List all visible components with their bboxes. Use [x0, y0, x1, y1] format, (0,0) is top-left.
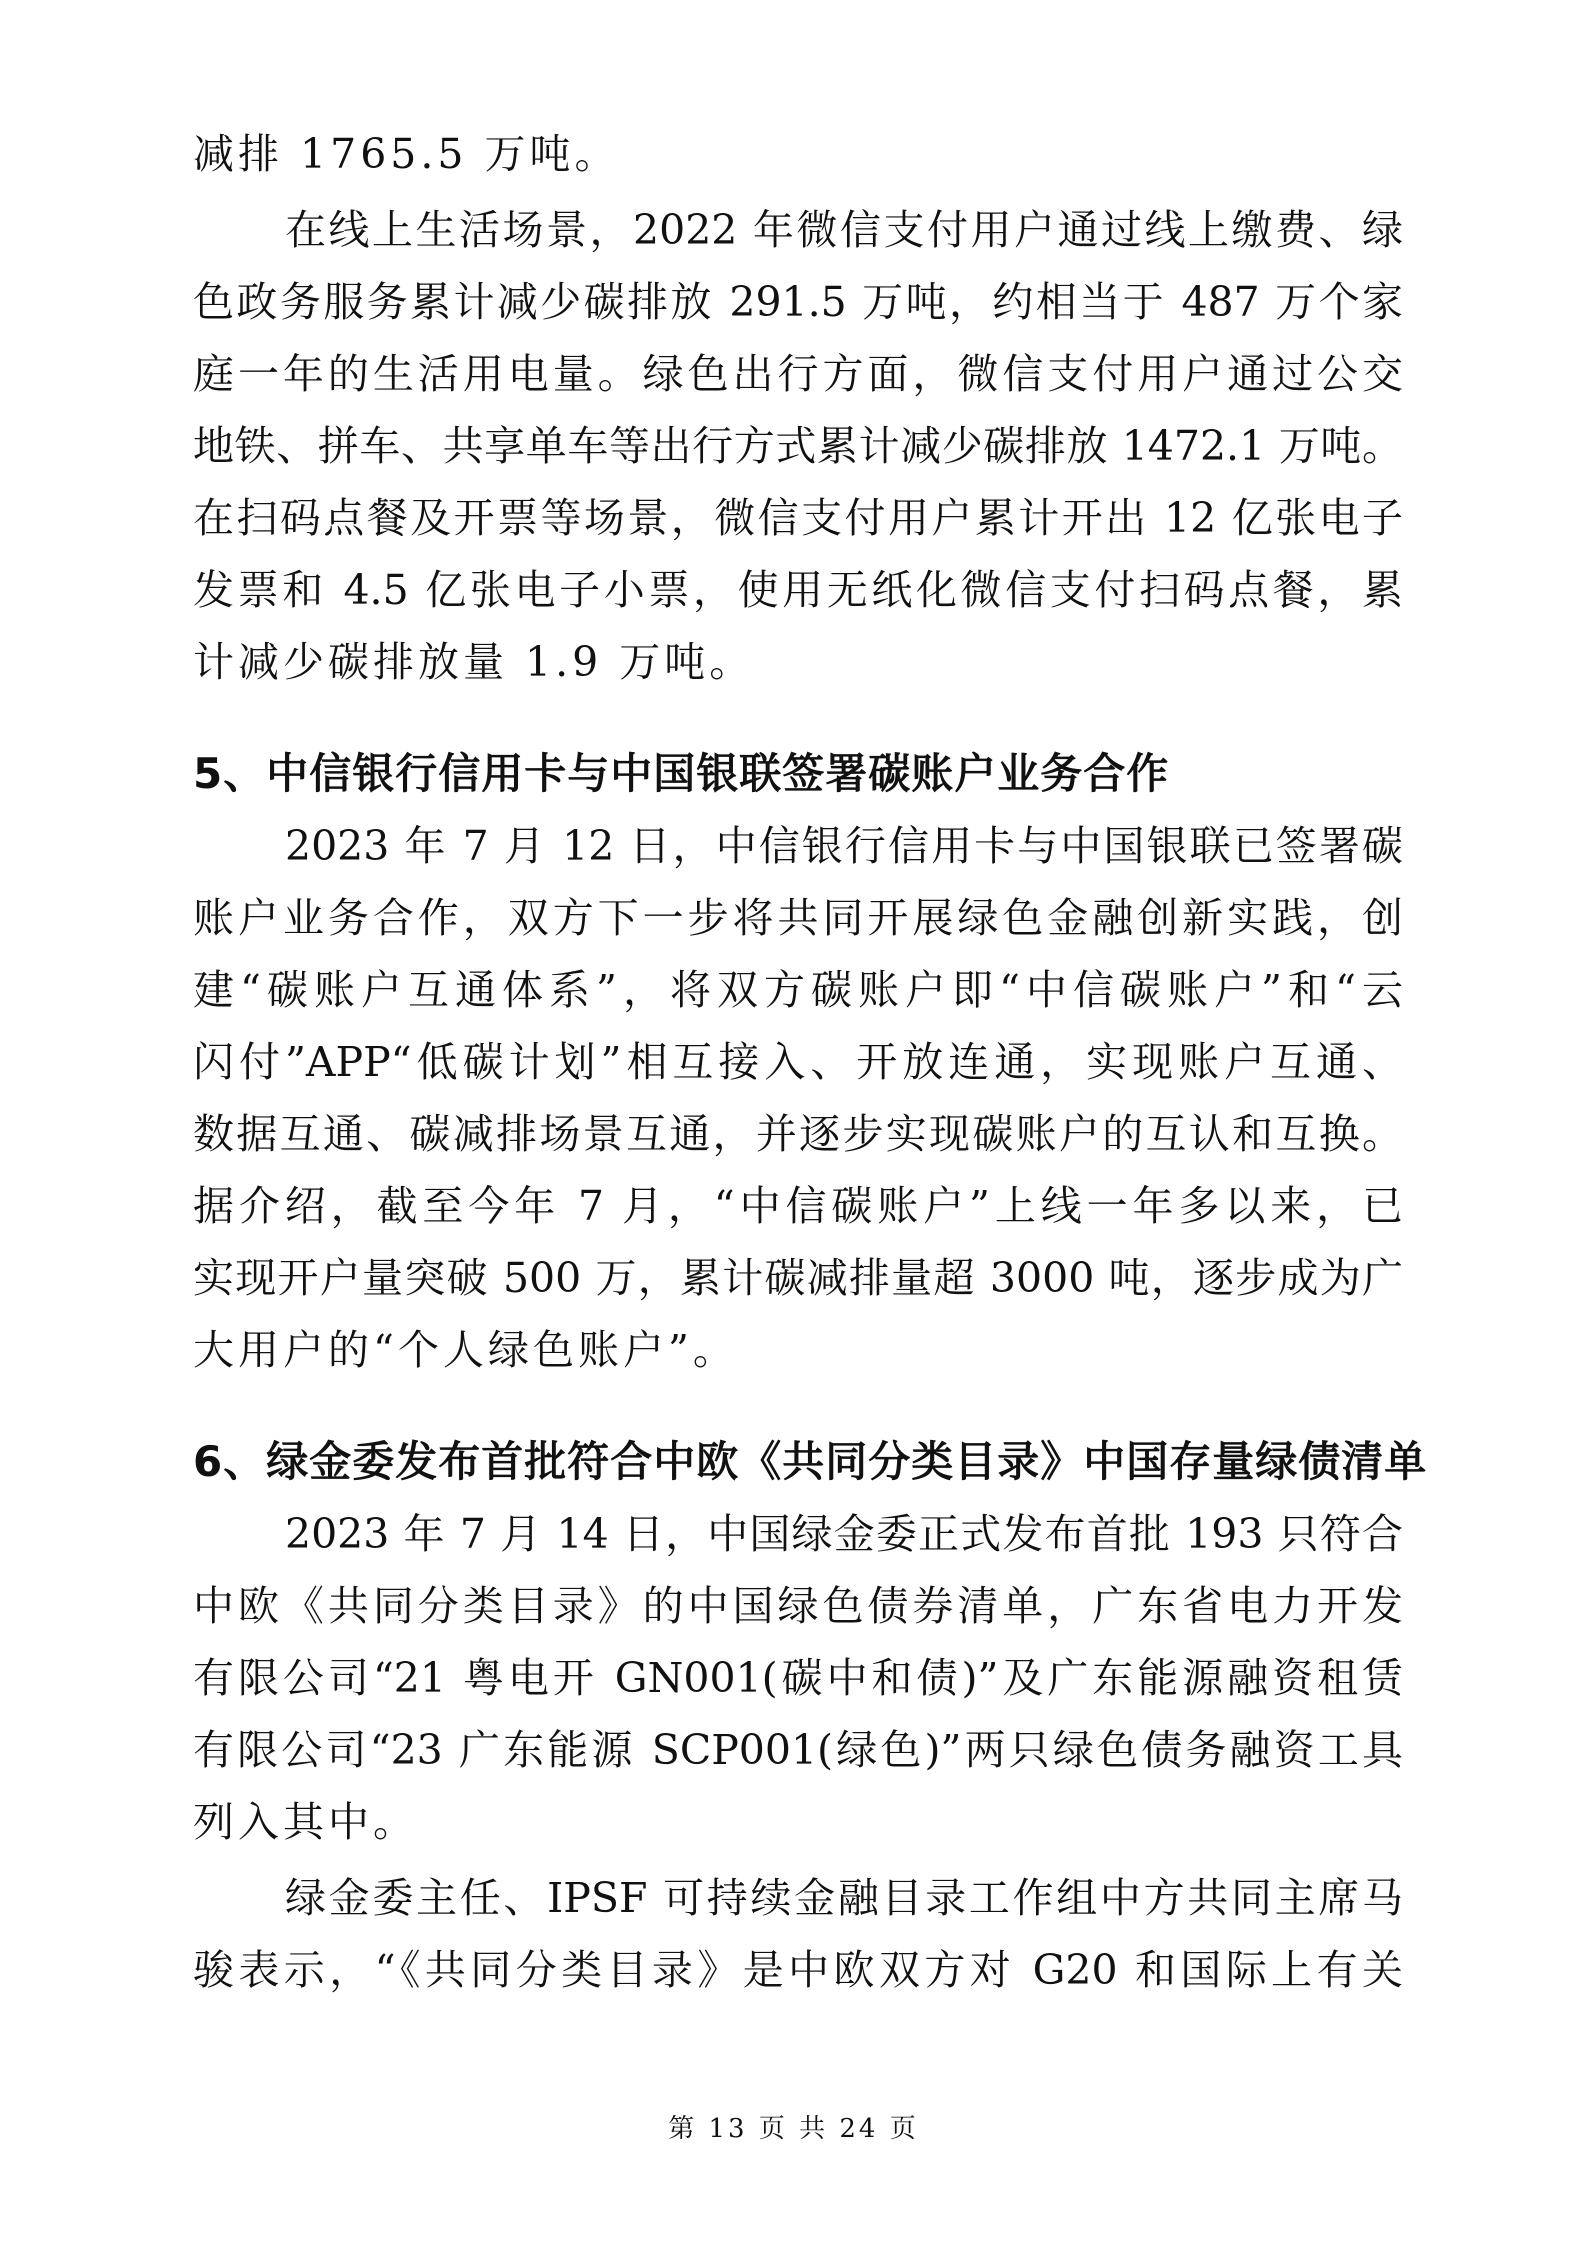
text-line: 中欧《共同分类目录》的中国绿色债券清单，广东省电力开发 [193, 1582, 1403, 1630]
text-line: 地铁、拼车、共享单车等出行方式累计减少碳排放 1472.1 万吨。 [193, 422, 1403, 470]
text-line: 数据互通、碳减排场景互通，并逐步实现碳账户的互认和互换。 [193, 1110, 1403, 1158]
text-line: 计减少碳排放量 1.9 万吨。 [193, 638, 755, 686]
document-body [193, 118, 1428, 2006]
text-line: 闪付”APP“低碳计划”相互接入、开放连通，实现账户互通、 [193, 1038, 1403, 1086]
page-number-footer: 第 13 页 共 24 页 [668, 2114, 919, 2144]
text-line: 有限公司“21 粤电开 GN001(碳中和债)”及广东能源融资租赁 [193, 1654, 1403, 1702]
text-line: 大用户的“个人绿色账户”。 [193, 1326, 738, 1374]
text-line: 减排 1765.5 万吨。 [193, 130, 620, 178]
text-line: 色政务服务累计减少碳排放 291.5 万吨，约相当于 487 万个家 [193, 278, 1403, 326]
text-line: 账户业务合作，双方下一步将共同开展绿色金融创新实践，创 [193, 894, 1403, 942]
text-line: 在线上生活场景，2022 年微信支付用户通过线上缴费、绿 [285, 206, 1403, 254]
section-heading-6: 6、绿金委发布首批符合中欧《共同分类目录》中国存量绿债清单 [193, 1437, 1428, 1486]
text-line: 发票和 4.5 亿张电子小票，使用无纸化微信支付扫码点餐，累 [193, 566, 1403, 614]
text-line: 骏表示，“《共同分类目录》是中欧双方对 G20 和国际上有关 [193, 1946, 1403, 1994]
text-line: 列入其中。 [193, 1798, 418, 1846]
text-line: 在扫码点餐及开票等场景，微信支付用户累计开出 12 亿张电子 [193, 494, 1403, 542]
text-line: 2023 年 7 月 12 日，中信银行信用卡与中国银联已签署碳 [285, 822, 1403, 870]
text-line: 建“碳账户互通体系”，将双方碳账户即“中信碳账户”和“云 [193, 966, 1403, 1014]
text-line: 庭一年的生活用电量。绿色出行方面，微信支付用户通过公交 [193, 350, 1403, 398]
section-heading-5: 5、中信银行信用卡与中国银联签署碳账户业务合作 [193, 749, 1170, 798]
text-line: 实现开户量突破 500 万，累计碳减排量超 3000 吨，逐步成为广 [193, 1254, 1403, 1302]
text-line: 有限公司“23 广东能源 SCP001(绿色)”两只绿色债务融资工具 [193, 1726, 1403, 1774]
text-line: 2023 年 7 月 14 日，中国绿金委正式发布首批 193 只符合 [285, 1510, 1403, 1558]
text-line: 绿金委主任、IPSF 可持续金融目录工作组中方共同主席马 [285, 1874, 1403, 1922]
text-line: 据介绍，截至今年 7 月，“中信碳账户”上线一年多以来，已 [193, 1182, 1403, 1230]
